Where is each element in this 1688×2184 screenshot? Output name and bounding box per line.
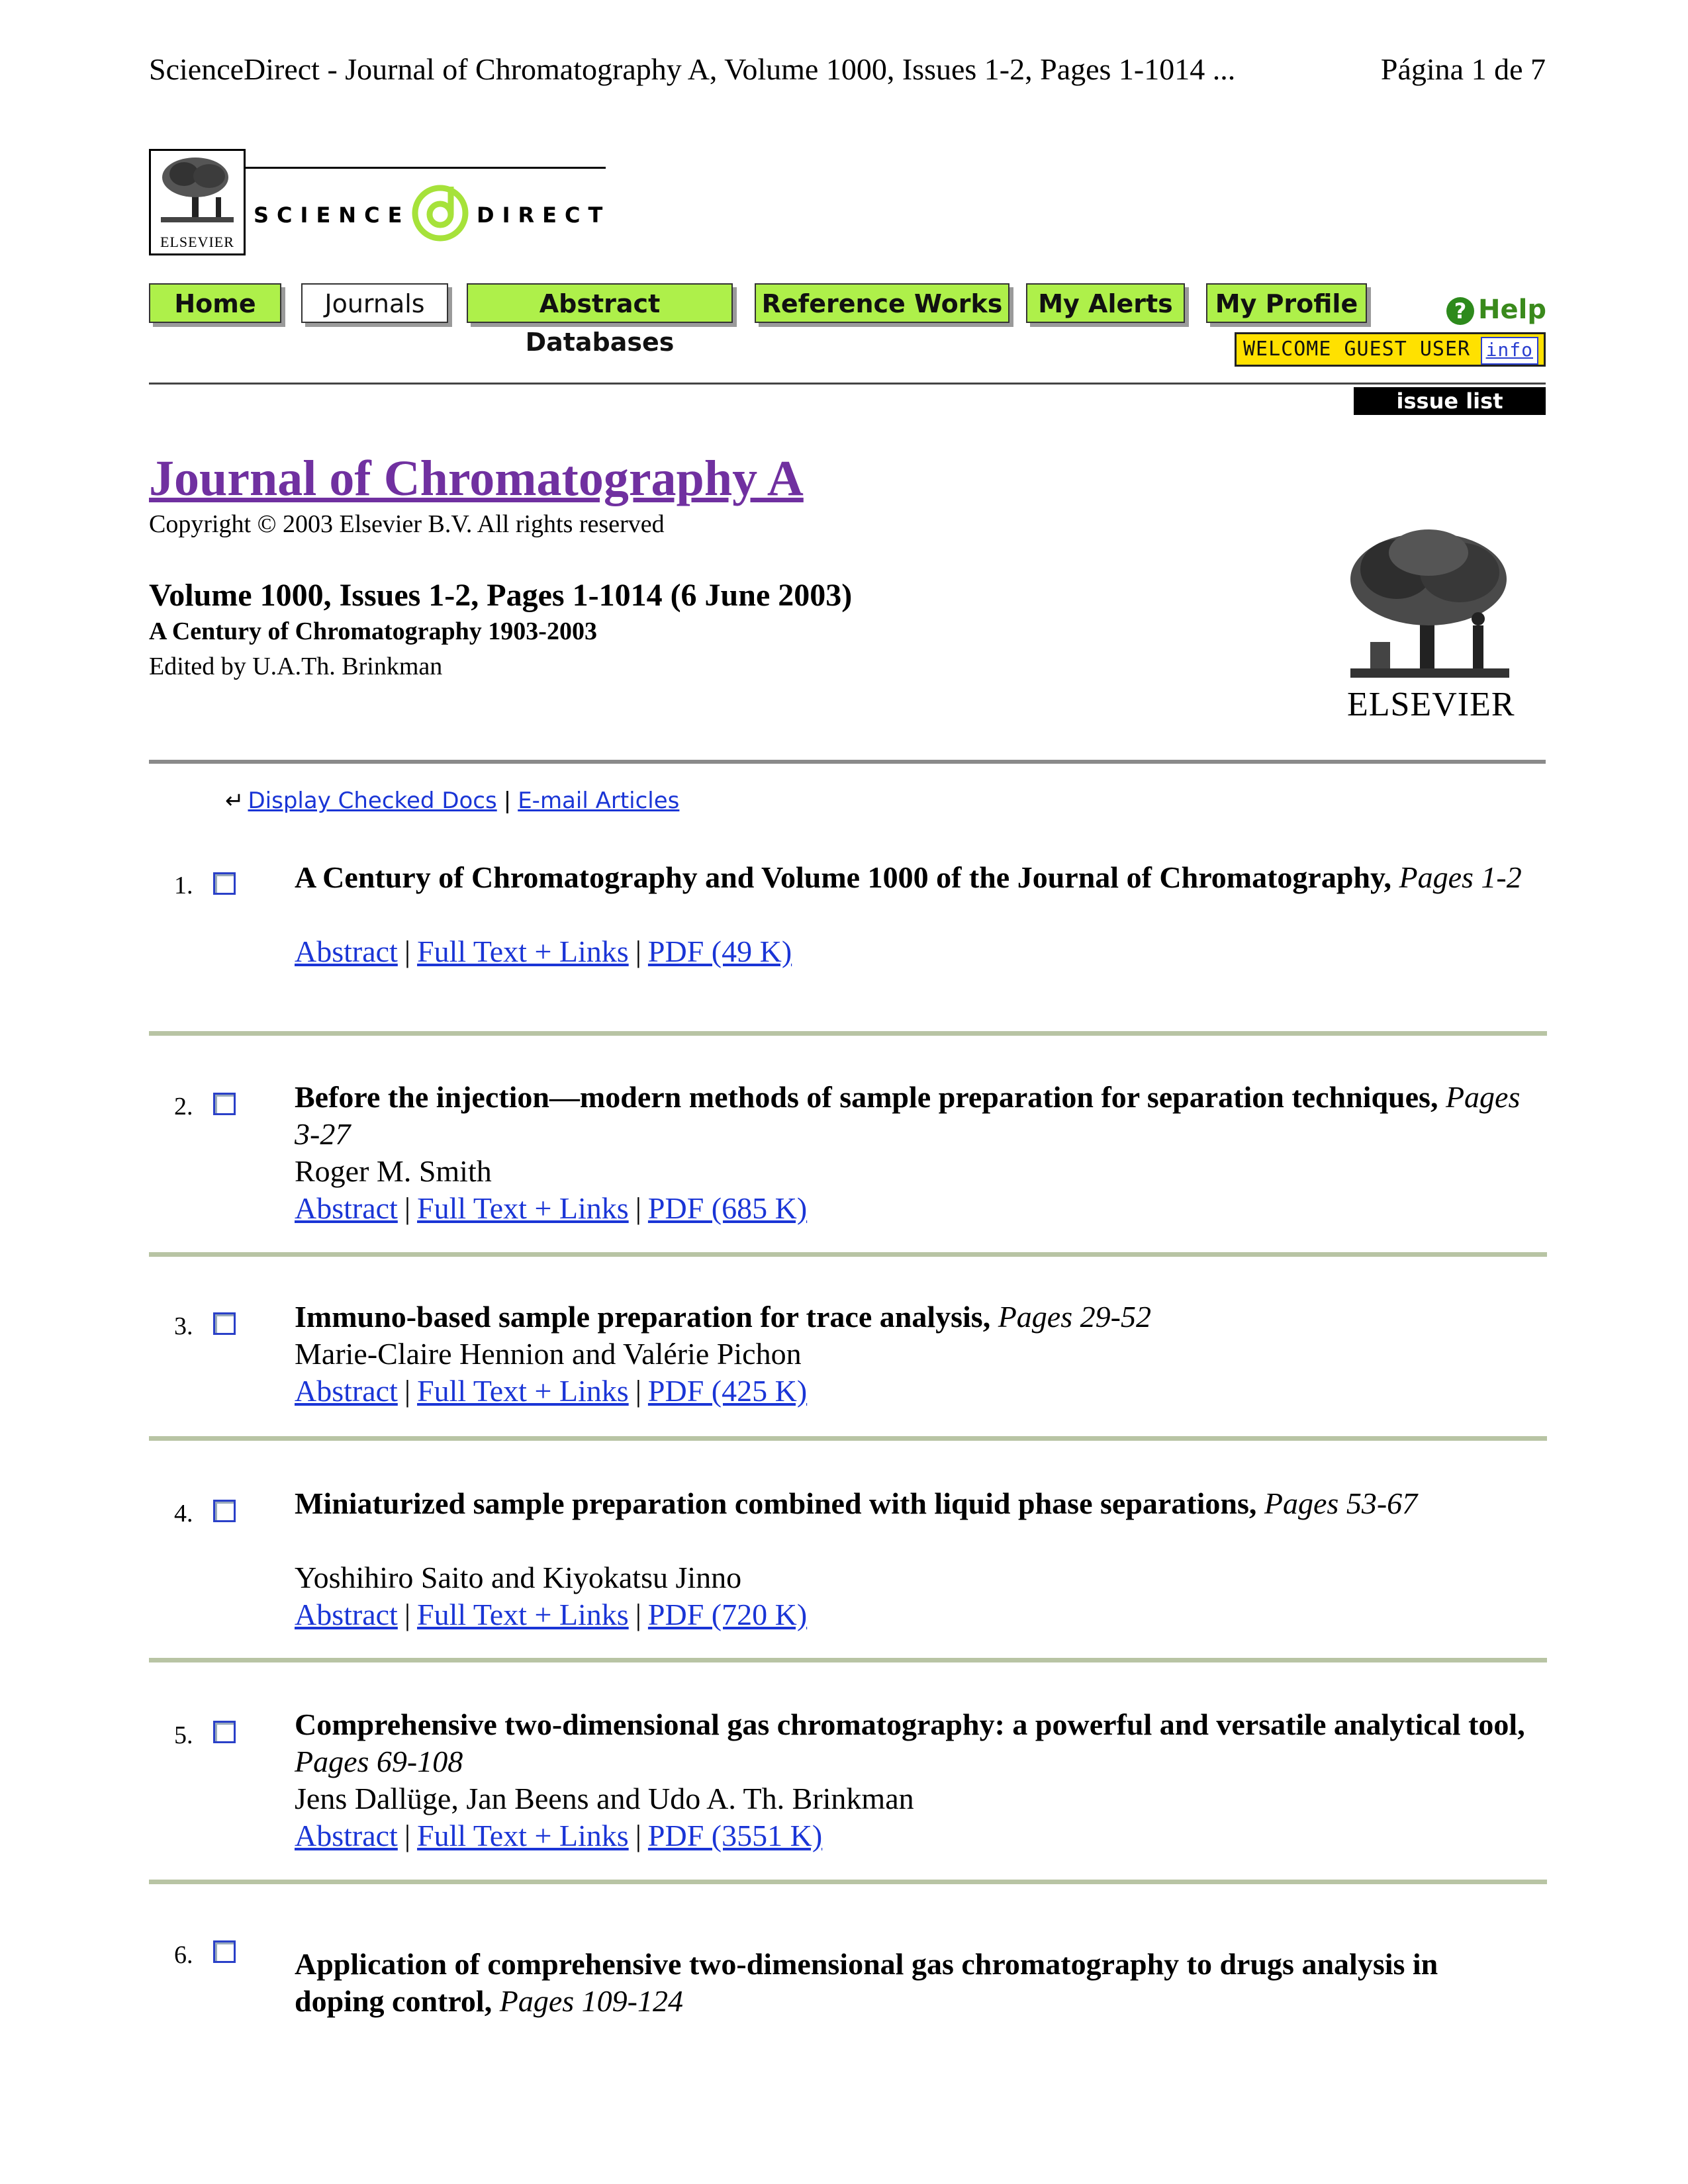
elsevier-tree-logo [1344, 526, 1516, 682]
article-checkbox[interactable] [213, 872, 236, 895]
help-link[interactable] [1446, 295, 1546, 325]
article-item [295, 859, 1532, 970]
full-text-link[interactable]: Full Text + Links [417, 934, 629, 968]
full-text-link[interactable]: Full Text + Links [417, 1374, 629, 1408]
display-checked-docs-link[interactable]: Display Checked Docs [248, 788, 497, 814]
article-number: 2. [174, 1093, 193, 1120]
link-separator: | [635, 1191, 641, 1225]
info-button[interactable]: info [1481, 337, 1538, 365]
abstract-link[interactable]: Abstract [295, 1374, 398, 1408]
nav-tab-reference-works[interactable]: Reference Works [755, 283, 1009, 323]
link-separator: | [404, 1191, 411, 1225]
article-authors: Jens Dallüge, Jan Beens and Udo A. Th. Brinkman [295, 1782, 914, 1815]
article-pages: Pages 69-108 [295, 1745, 463, 1778]
article-title: Immuno-based sample preparation for trace analysis, [295, 1300, 991, 1334]
article-toolbar [225, 788, 679, 814]
article-authors: Roger M. Smith [295, 1154, 492, 1188]
volume-heading: Volume 1000, Issues 1-2, Pages 1-1014 (6 June 2003) [149, 578, 853, 613]
logo-rule [245, 167, 606, 169]
pdf-link[interactable]: PDF (3551 K) [647, 1819, 823, 1852]
article-item [295, 1298, 1532, 1410]
article-number: 3. [174, 1312, 193, 1340]
link-separator: | [635, 1598, 641, 1631]
abstract-link[interactable]: Abstract [295, 1598, 398, 1631]
pdf-link[interactable]: PDF (685 K) [647, 1191, 808, 1225]
journal-title-link[interactable]: Journal of Chromatography A [149, 451, 804, 506]
article-title: Miniaturized sample preparation combined with liquid phase separations, [295, 1486, 1257, 1520]
article-number: 1. [174, 872, 193, 899]
link-separator: | [404, 1374, 411, 1408]
article-links [295, 1373, 1532, 1410]
article-number: 5. [174, 1721, 193, 1749]
article-pages: Pages 29-52 [998, 1300, 1151, 1334]
article-checkbox[interactable] [213, 1500, 236, 1522]
link-separator: | [404, 1598, 411, 1631]
issue-subtitle: A Century of Chromatography 1903-2003 [149, 617, 597, 645]
link-separator: | [404, 1819, 411, 1852]
article-title: Application of comprehensive two-dimensional gas chromatography to drugs analysis in doping control, [295, 1947, 1438, 2018]
abstract-link[interactable]: Abstract [295, 1191, 398, 1225]
science-wordmark: SCIENCE [254, 203, 410, 228]
header-divider [149, 383, 1546, 385]
article-item [295, 1485, 1532, 1633]
welcome-guest-banner [1235, 332, 1546, 367]
article-links [295, 1596, 1532, 1633]
nav-tab-my-profile[interactable]: My Profile [1206, 283, 1367, 323]
pdf-link[interactable]: PDF (49 K) [647, 934, 792, 968]
article-authors: Yoshihiro Saito and Kiyokatsu Jinno [295, 1561, 742, 1594]
nav-tab-home[interactable]: Home [149, 283, 281, 323]
link-separator: | [635, 1819, 641, 1852]
article-item [295, 1946, 1532, 2020]
return-arrow-icon: ↵ [225, 788, 244, 814]
link-separator: | [404, 934, 411, 968]
question-icon: ? [1446, 297, 1474, 325]
article-divider [149, 1880, 1547, 1884]
article-links [295, 1817, 1532, 1854]
article-checkbox[interactable] [213, 1312, 236, 1335]
article-authors: Marie-Claire Hennion and Valérie Pichon [295, 1337, 802, 1371]
article-links [295, 933, 1532, 970]
nav-tab-my-alerts[interactable]: My Alerts [1026, 283, 1185, 323]
article-title: Before the injection—modern methods of sample preparation for separation techniques, [295, 1080, 1438, 1114]
article-divider [149, 1658, 1547, 1662]
nav-tab-journals[interactable]: Journals [301, 283, 448, 323]
full-text-link[interactable]: Full Text + Links [417, 1191, 629, 1225]
article-pages: Pages 109-124 [499, 1984, 683, 2018]
full-text-link[interactable]: Full Text + Links [417, 1819, 629, 1852]
elsevier-logo-small[interactable] [149, 149, 246, 255]
link-separator: | [635, 1374, 641, 1408]
editor-line: Edited by U.A.Th. Brinkman [149, 653, 443, 680]
pdf-link[interactable]: PDF (720 K) [647, 1598, 808, 1631]
article-divider [149, 1436, 1547, 1441]
article-divider [149, 1252, 1547, 1257]
abstract-link[interactable]: Abstract [295, 934, 398, 968]
tree-icon [151, 151, 244, 230]
toolbar-separator: | [503, 788, 512, 814]
logo-caption: ELSEVIER [160, 234, 234, 250]
elsevier-wordmark: ELSEVIER [1347, 686, 1515, 723]
issue-list-button[interactable]: issue list [1354, 387, 1546, 415]
article-item [295, 1706, 1532, 1854]
section-divider [149, 760, 1546, 764]
welcome-label: WELCOME GUEST USER [1243, 338, 1471, 361]
direct-wordmark: DIRECT [477, 203, 611, 228]
print-header [149, 50, 1546, 89]
abstract-link[interactable]: Abstract [295, 1819, 398, 1852]
article-pages: Pages 3-27 [295, 1080, 1521, 1151]
article-pages: Pages 53-67 [1264, 1486, 1418, 1520]
article-divider [149, 1031, 1547, 1036]
nav-tab-abstract-databases[interactable]: Abstract Databases [467, 283, 733, 323]
link-separator: | [635, 934, 641, 968]
full-text-link[interactable]: Full Text + Links [417, 1598, 629, 1631]
article-title: A Century of Chromatography and Volume 1000 of the Journal of Chromatography, [295, 860, 1391, 894]
help-label: Help [1478, 295, 1546, 325]
article-number: 4. [174, 1500, 193, 1527]
email-articles-link[interactable]: E-mail Articles [518, 788, 680, 814]
print-header-page: Página 1 de 7 [1380, 52, 1546, 86]
at-sign-icon [407, 173, 473, 246]
article-number: 6. [174, 1941, 193, 1969]
article-checkbox[interactable] [213, 1940, 236, 1963]
article-checkbox[interactable] [213, 1093, 236, 1115]
article-links [295, 1190, 1532, 1227]
pdf-link[interactable]: PDF (425 K) [647, 1374, 808, 1408]
article-item [295, 1079, 1532, 1227]
print-header-title: ScienceDirect - Journal of Chromatography A, Volume 1000, Issues 1-2, Pages 1-1014 ... [149, 52, 1236, 86]
copyright-text: Copyright © 2003 Elsevier B.V. All rights reserved [149, 510, 665, 538]
article-pages: Pages 1-2 [1399, 860, 1522, 894]
article-checkbox[interactable] [213, 1721, 236, 1743]
article-title: Comprehensive two-dimensional gas chromatography: a powerful and versatile analytical tool, [295, 1707, 1525, 1741]
